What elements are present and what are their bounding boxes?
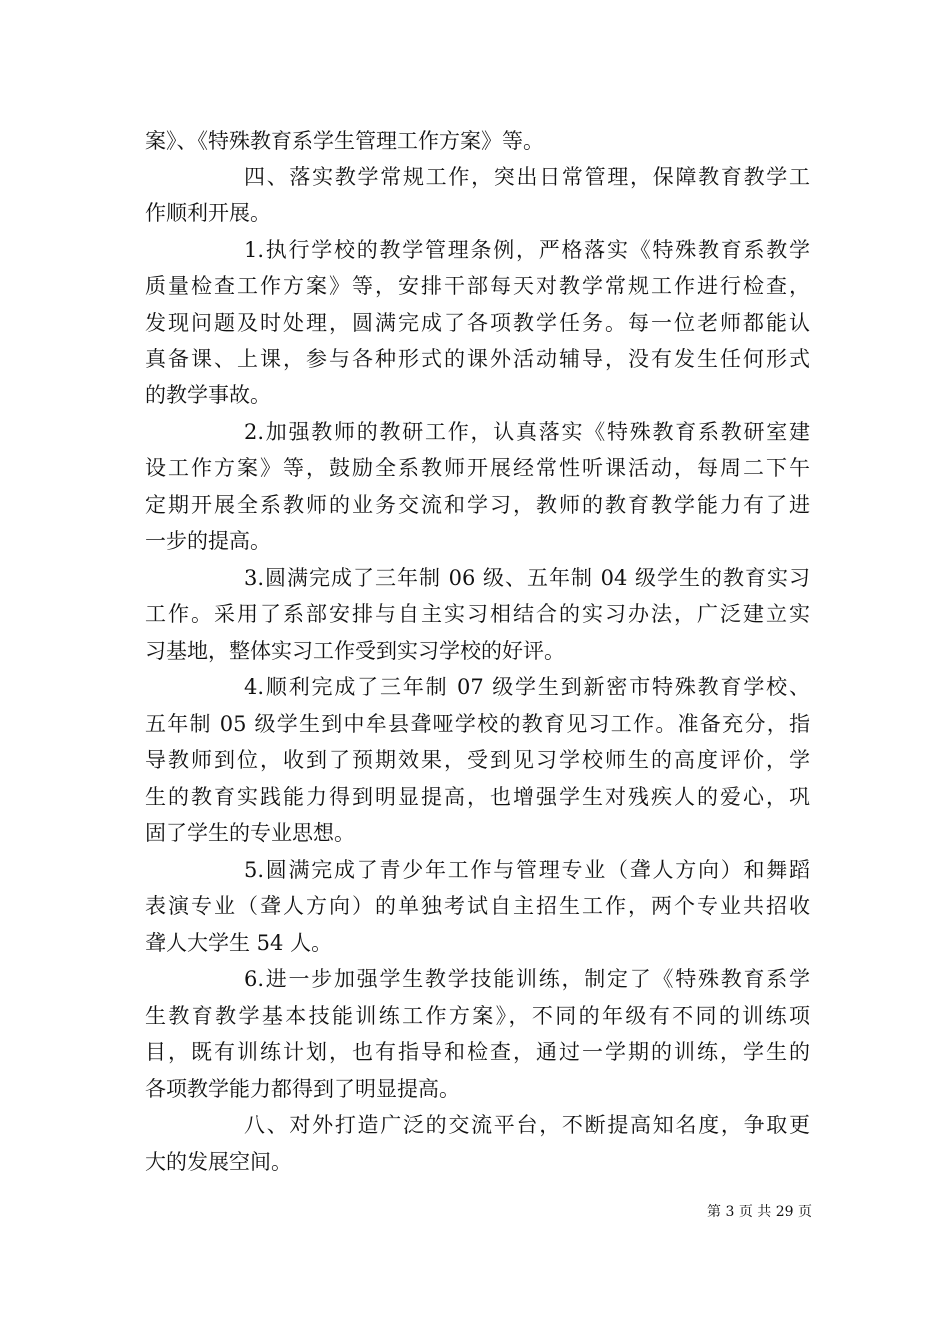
text-line: 表演专业（聋人方向）的单独考试自主招生工作，两个专业共招收 xyxy=(145,894,810,918)
text-line: 大的发展空间。 xyxy=(145,1150,292,1174)
text-line: 真备课、上课，参与各种形式的课外活动辅导，没有发生任何形式 xyxy=(145,347,810,371)
text-line: 习基地，整体实习工作受到实习学校的好评。 xyxy=(145,639,565,663)
text-line: 质量检查工作方案》等，安排干部每天对教学常规工作进行检查， xyxy=(145,274,810,298)
paragraph-first-line: 3.圆满完成了三年制 06 级、五年制 04 级学生的教育实习 xyxy=(244,566,810,590)
paragraph-first-line: 6.进一步加强学生教学技能训练，制定了《特殊教育系学 xyxy=(244,967,810,991)
text-line: 的教学事故。 xyxy=(145,383,271,407)
text-line: 生教育教学基本技能训练工作方案》，不同的年级有不同的训练项 xyxy=(145,1004,810,1028)
paragraph-first-line: 1.执行学校的教学管理条例，严格落实《特殊教育系教学 xyxy=(244,238,810,262)
text-line: 固了学生的专业思想。 xyxy=(145,821,355,845)
text-line: 案》、《特殊教育系学生管理工作方案》等。 xyxy=(145,129,544,153)
text-line: 聋人大学生 54 人。 xyxy=(145,931,333,955)
text-line: 定期开展全系教师的业务交流和学习，教师的教育教学能力有了进 xyxy=(145,493,810,517)
paragraph-first-line: 5.圆满完成了青少年工作与管理专业（聋人方向）和舞蹈 xyxy=(244,858,810,882)
text-line: 导教师到位，收到了预期效果，受到见习学校师生的高度评价，学 xyxy=(145,748,810,772)
section-heading-line: 八、对外打造广泛的交流平台，不断提高知名度，争取更 xyxy=(244,1113,810,1137)
paragraph-first-line: 4.顺利完成了三年制 07 级学生到新密市特殊教育学校、 xyxy=(244,675,810,699)
text-line: 工作。采用了系部安排与自主实习相结合的实习办法，广泛建立实 xyxy=(145,602,810,626)
section-heading-line: 四、落实教学常规工作，突出日常管理，保障教育教学工 xyxy=(244,165,810,189)
page-number-footer: 第 3 页 共 29 页 xyxy=(707,1204,812,1220)
text-line: 作顺利开展。 xyxy=(145,201,271,225)
text-line: 五年制 05 级学生到中牟县聋哑学校的教育见习工作。准备充分，指 xyxy=(145,712,810,736)
text-line: 设工作方案》等，鼓励全系教师开展经常性听课活动，每周二下午 xyxy=(145,456,810,480)
text-line: 生的教育实践能力得到明显提高，也增强学生对残疾人的爱心，巩 xyxy=(145,785,810,809)
text-line: 各项教学能力都得到了明显提高。 xyxy=(145,1077,460,1101)
paragraph-first-line: 2.加强教师的教研工作，认真落实《特殊教育系教研室建 xyxy=(244,420,810,444)
text-line: 一步的提高。 xyxy=(145,529,271,553)
text-line: 目，既有训练计划，也有指导和检查，通过一学期的训练，学生的 xyxy=(145,1040,810,1064)
text-line: 发现问题及时处理，圆满完成了各项教学任务。每一位老师都能认 xyxy=(145,311,810,335)
